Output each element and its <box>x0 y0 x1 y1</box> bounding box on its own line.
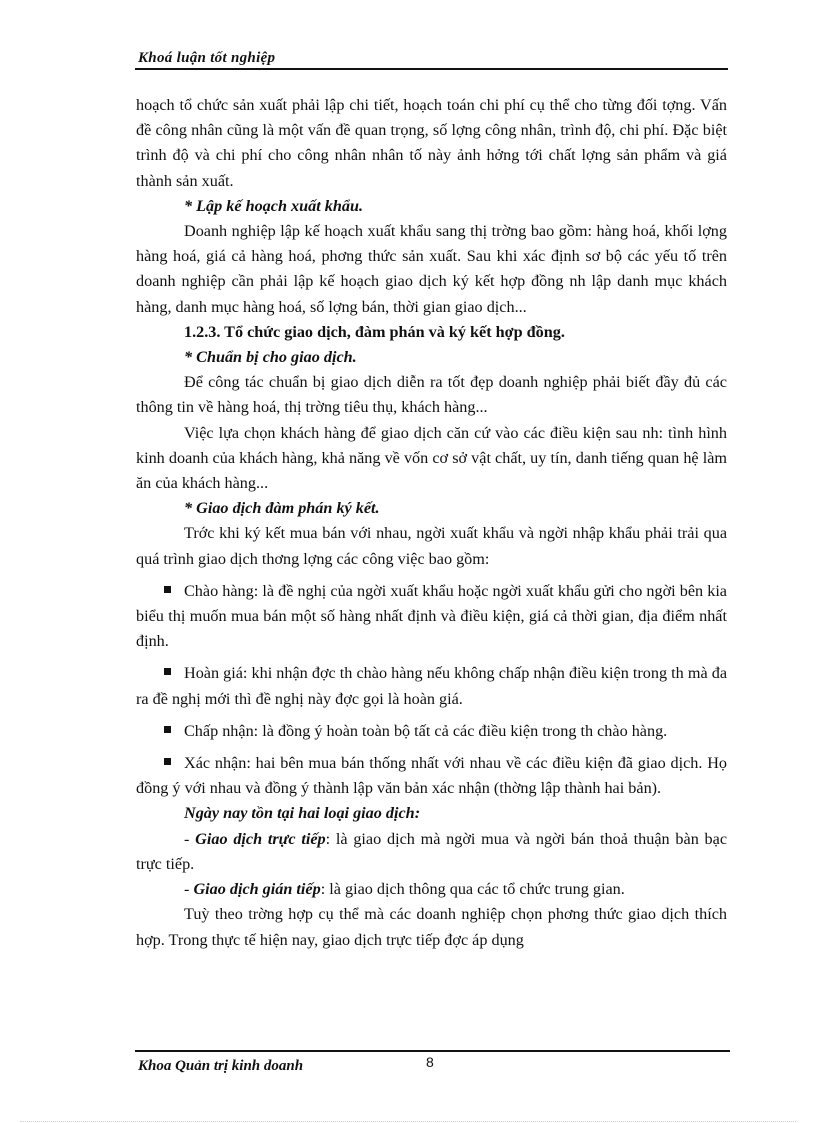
dash: - <box>184 829 196 848</box>
square-bullet-icon <box>164 586 171 593</box>
paragraph <box>136 877 727 902</box>
page-bottom-divider <box>20 1121 796 1122</box>
bullet-item <box>136 579 727 655</box>
header-title: Khoá luận tốt nghiệp <box>138 50 276 66</box>
bullet-item <box>136 751 727 801</box>
spacer <box>136 654 727 661</box>
square-bullet-icon <box>164 758 171 765</box>
page-header <box>135 50 728 70</box>
bullet-text: Chào hàng: là đề nghị của ngời xuất khẩu hoặc ngời xuất khẩu gửi cho ngời bên kia biểu thị muốn mua bán một số hàng nhất định và điều kiện, giá cả thời gian, địa điểm nhất định. <box>136 581 727 651</box>
subheading-lap-ke-hoach: * Lập kế hoạch xuất khẩu. <box>184 196 363 215</box>
paragraph: Doanh nghiệp lập kế hoạch xuất khẩu sang thị trờng bao gồm: hàng hoá, khối lợng hàng hoá, giá cả hàng hoá, phơng thức sản xuất. Sau khi xác định sơ bộ các yếu tố trên doanh nghiệp cần phải lập kế hoạch giao dịch ký kết hợp đồng nh lập danh mục khách hàng, danh mục hàng hoá, số lợng bán, thời gian giao dịch... <box>136 222 727 316</box>
square-bullet-icon <box>164 668 171 675</box>
spacer <box>136 712 727 719</box>
page-body <box>136 93 727 953</box>
bullet-item <box>136 661 727 711</box>
subheading-ngay-nay: Ngày nay tồn tại hai loại giao dịch: <box>184 804 421 823</box>
paragraph: Để công tác chuẩn bị giao dịch diễn ra tốt đẹp doanh nghiệp phải biết đầy đủ các thông tin về hàng hoá, thị trờng tiêu thụ, khách hàng... <box>136 373 727 417</box>
definition-text: : là giao dịch mà ngời mua và ngời bán thoả thuận bàn bạc trực tiếp. <box>136 829 728 873</box>
footer-title: Khoa Quản trị kinh doanh <box>138 1058 304 1074</box>
square-bullet-icon <box>164 726 171 733</box>
page-number: 8 <box>426 1054 434 1070</box>
spacer <box>136 744 727 751</box>
bullet-text: Chấp nhận: là đồng ý hoàn toàn bộ tất cả các điều kiện trong th chào hàng. <box>184 721 668 740</box>
paragraph: Việc lựa chọn khách hàng để giao dịch căn cứ vào các điều kiện sau nh: tình hình kinh doanh của khách hàng, khả năng về vốn cơ sở vật chất, uy tín, danh tiếng quan hệ làm ăn của khách hàng... <box>136 423 727 493</box>
bullet-text: Xác nhận: hai bên mua bán thống nhất với nhau về các điều kiện đã giao dịch. Họ đồng ý với nhau và đồng ý thành lập văn bản xác nhận (thờng lập thành hai bản). <box>136 754 727 798</box>
paragraph: hoạch tổ chức sản xuất phải lập chi tiết, hoạch toán chi phí cụ thể cho từng đối tợng. Vấn đề công nhân cũng là một vấn đề quan trọng, số lợng công nhân, trình độ, chi phí. Đặc biệt trình độ và chi phí cho công nhân nhân tố này ảnh hởng tới chất lợng sản phẩm và giá thành sản xuất. <box>136 96 727 190</box>
bullet-item <box>136 719 727 744</box>
paragraph <box>136 827 727 877</box>
paragraph: Trớc khi ký kết mua bán với nhau, ngời xuất khẩu và ngời nhập khẩu phải trải qua quá trình giao dịch thơng lợng các công việc bao gồm: <box>136 524 727 568</box>
subheading-chuan-bi: * Chuẩn bị cho giao dịch. <box>184 348 357 367</box>
term-giao-dich-gian-tiep: Giao dịch gián tiếp <box>193 880 321 899</box>
paragraph: Tuỳ theo trờng hợp cụ thể mà các doanh nghiệp chọn phơng thức giao dịch thích hợp. Trong thực tế hiện nay, giao dịch trực tiếp đợc áp dụng <box>136 905 727 949</box>
definition-text: : là giao dịch thông qua các tổ chức trung gian. <box>320 880 625 899</box>
dash: - <box>184 880 194 899</box>
section-heading-1-2-3: 1.2.3. Tổ chức giao dịch, đàm phán và ký kết hợp đồng. <box>184 322 565 341</box>
bullet-text: Hoàn giá: khi nhận đợc th chào hàng nếu không chấp nhận điều kiện trong th mà đa ra đề nghị mới thì đề nghị này đợc gọi là hoàn giá. <box>136 664 727 708</box>
term-giao-dich-truc-tiep: Giao dịch trực tiếp <box>195 829 326 848</box>
page-footer <box>135 1050 730 1074</box>
subheading-giao-dich: * Giao dịch đàm phán ký kết. <box>184 499 380 518</box>
spacer <box>136 572 727 579</box>
